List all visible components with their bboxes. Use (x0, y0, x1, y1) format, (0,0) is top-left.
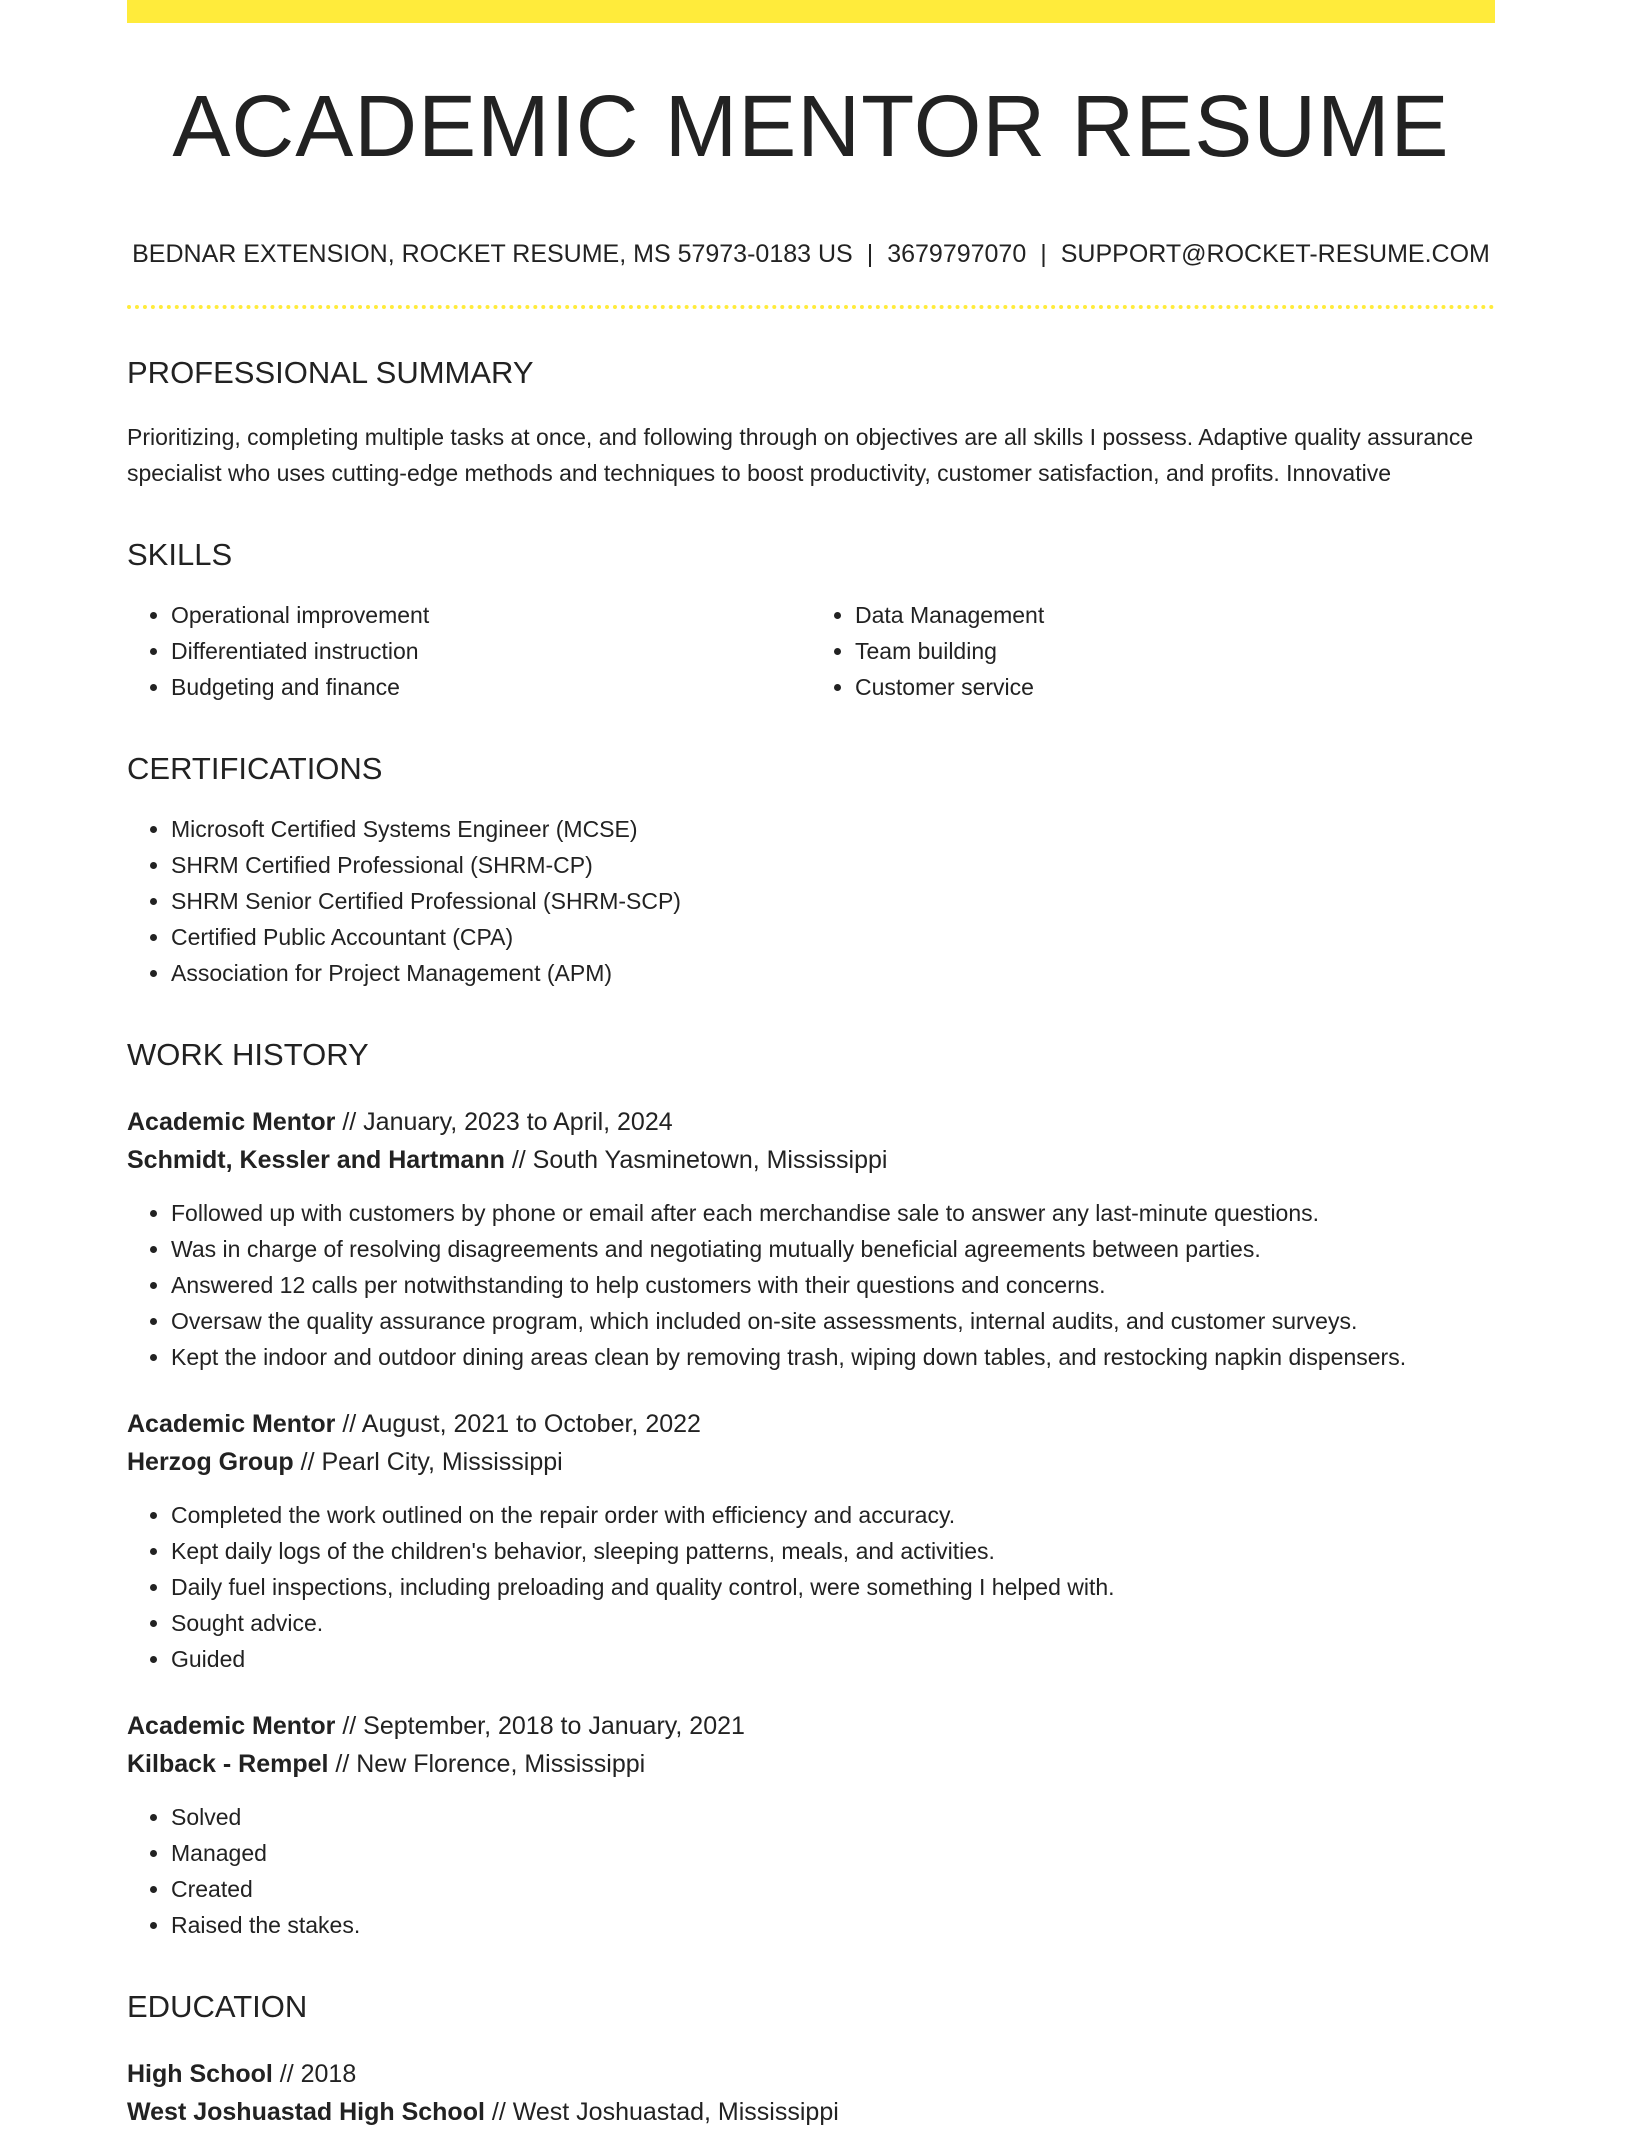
summary-text: Prioritizing, completing multiple tasks at once, and following through on objectives are all skills I possess. Adaptive quality assurance specialist who uses cutting-edge methods and techniques to boost productivity, customer satisfaction, and profits. Innovative (127, 424, 1474, 486)
job-company: Herzog Group (127, 1448, 294, 1476)
job-company-line (127, 1141, 1495, 1179)
page-title: ACADEMIC MENTOR RESUME (172, 78, 1450, 175)
skills-list-left (127, 597, 811, 705)
phone: 3679797070 (887, 240, 1027, 268)
job-location: // Pearl City, Mississippi (293, 1448, 563, 1476)
education-degree: High School (127, 2060, 273, 2088)
certification-item: • Certified Public Accountant (CPA) (171, 919, 1495, 955)
section-heading-work-history: WORK HISTORY (127, 1037, 369, 1072)
certifications-list (127, 811, 1495, 991)
certification-item: • Association for Project Management (APM) (171, 955, 1495, 991)
job-bullet: • Raised the stakes. (171, 1907, 1495, 1943)
skills-list-right (811, 597, 1495, 705)
section-heading-summary: PROFESSIONAL SUMMARY (127, 355, 534, 390)
job-title-line (127, 1405, 1495, 1443)
education-school-line (127, 2093, 1495, 2131)
certification-item: • Microsoft Certified Systems Engineer (MCSE) (171, 811, 1495, 847)
address: BEDNAR EXTENSION, ROCKET RESUME, MS 57973-0183 US (132, 240, 853, 268)
job-title: Academic Mentor (127, 1712, 336, 1740)
education-section (127, 1989, 1495, 2131)
skill-item: • Customer service (855, 669, 1495, 705)
job-title-line (127, 1707, 1495, 1745)
section-heading-certifications: CERTIFICATIONS (127, 751, 383, 786)
job-title: Academic Mentor (127, 1108, 336, 1136)
job-bullet: • Daily fuel inspections, including preloading and quality control, were something I helped with. (171, 1569, 1495, 1605)
email: SUPPORT@ROCKET-RESUME.COM (1060, 240, 1490, 268)
skill-item: • Operational improvement (171, 597, 811, 633)
skill-item: • Budgeting and finance (171, 669, 811, 705)
job-bullets (127, 1195, 1495, 1375)
certification-item: • SHRM Senior Certified Professional (SHRM-SCP) (171, 883, 1495, 919)
education-school: West Joshuastad High School (127, 2098, 485, 2126)
education-year: // 2018 (272, 2060, 357, 2088)
job-location: // New Florence, Mississippi (328, 1750, 646, 1778)
skill-item: • Data Management (855, 597, 1495, 633)
job-entry (127, 1707, 1495, 1943)
job-bullet: • Followed up with customers by phone or email after each merchandise sale to answer any last-minute questions. (171, 1195, 1495, 1231)
job-bullet: • Oversaw the quality assurance program, which included on-site assessments, internal audits, and customer surveys. (171, 1303, 1495, 1339)
skills-section (127, 537, 1495, 705)
job-bullet: • Solved (171, 1799, 1495, 1835)
job-dates: // September, 2018 to January, 2021 (335, 1712, 745, 1740)
job-dates: // January, 2023 to April, 2024 (335, 1108, 673, 1136)
job-company: Kilback - Rempel (127, 1750, 329, 1778)
job-company: Schmidt, Kessler and Hartmann (127, 1146, 505, 1174)
education-entry (127, 2055, 1495, 2131)
job-dates: // August, 2021 to October, 2022 (335, 1410, 701, 1438)
job-bullet: • Created (171, 1871, 1495, 1907)
skill-item: • Differentiated instruction (171, 633, 811, 669)
job-bullet: • Managed (171, 1835, 1495, 1871)
certifications-section (127, 751, 1495, 991)
top-accent-bar (127, 0, 1495, 23)
job-bullet: • Was in charge of resolving disagreements and negotiating mutually beneficial agreements between parties. (171, 1231, 1495, 1267)
separator: | (1040, 240, 1047, 268)
education-location: // West Joshuastad, Mississippi (484, 2098, 839, 2126)
separator: | (866, 240, 874, 268)
job-bullet: • Sought advice. (171, 1605, 1495, 1641)
job-bullet: • Guided (171, 1641, 1495, 1677)
job-title-line (127, 1103, 1495, 1141)
job-bullet: • Completed the work outlined on the repair order with efficiency and accuracy. (171, 1497, 1495, 1533)
job-bullet: • Answered 12 calls per notwithstanding to help customers with their questions and concerns. (171, 1267, 1495, 1303)
job-location: // South Yasminetown, Mississippi (504, 1146, 888, 1174)
summary-section (127, 355, 1495, 491)
job-company-line (127, 1443, 1495, 1481)
certification-item: • SHRM Certified Professional (SHRM-CP) (171, 847, 1495, 883)
job-bullet: • Kept daily logs of the children's behavior, sleeping patterns, meals, and activities. (171, 1533, 1495, 1569)
contact-line (127, 240, 1495, 269)
job-bullets (127, 1799, 1495, 1943)
dotted-divider (127, 305, 1495, 309)
education-degree-line (127, 2055, 1495, 2093)
job-bullets (127, 1497, 1495, 1677)
skill-item: • Team building (855, 633, 1495, 669)
section-heading-education: EDUCATION (127, 1989, 308, 2024)
job-company-line (127, 1745, 1495, 1783)
job-entry (127, 1405, 1495, 1677)
work-history-section (127, 1037, 1495, 1943)
skills-columns (127, 597, 1495, 705)
resume-page (127, 0, 1495, 2131)
section-heading-skills: SKILLS (127, 537, 233, 572)
job-bullet: • Kept the indoor and outdoor dining areas clean by removing trash, wiping down tables, and restocking napkin dispensers. (171, 1339, 1495, 1375)
job-title: Academic Mentor (127, 1410, 336, 1438)
job-entry (127, 1103, 1495, 1375)
